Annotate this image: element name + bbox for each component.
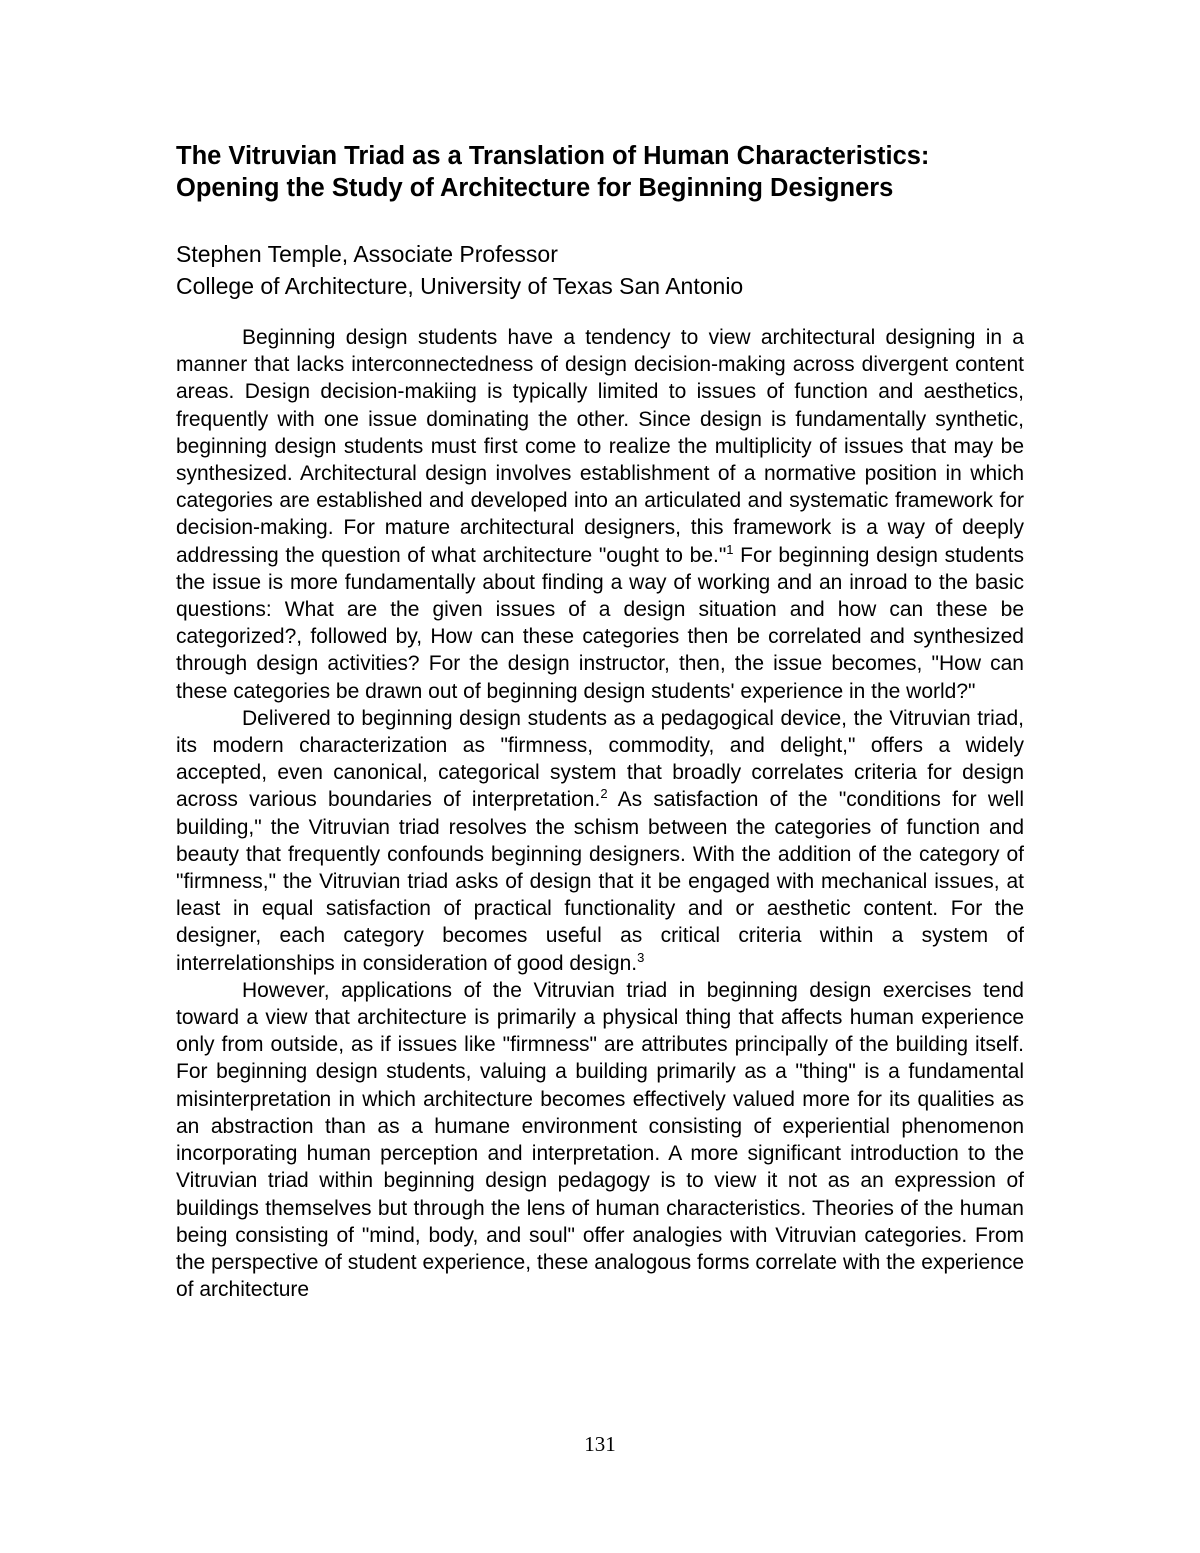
- paper-title-line-2: Opening the Study of Architecture for Beginning Designers: [176, 174, 894, 202]
- author-block: [176, 238, 1024, 302]
- paragraph-2: [176, 705, 1024, 977]
- body-text: [176, 324, 1024, 1303]
- paragraph-1-text-b: For beginning design students the issue is more fundamentally about finding a way of working and an inroad to the basic questions: What are the given issues of a design situation and how can these be categorized?, followed by, How can these categories then be correlated and synthesized through design activities? For the design instructor, then, the issue becomes, "How can these categories be drawn out of beginning design students' experience in the world?": [176, 543, 1024, 703]
- paper-title: [176, 140, 1024, 204]
- author-name: Stephen Temple, Associate Professor: [176, 241, 558, 267]
- paper-title-line-1: The Vitruvian Triad as a Translation of Human Characteristics:: [176, 142, 930, 170]
- paper-page: [176, 140, 1024, 1303]
- paragraph-1: [176, 324, 1024, 705]
- paragraph-3-text: However, applications of the Vitruvian triad in beginning design exercises tend toward a view that architecture is primarily a physical thing that affects human experience only from outside, as if issues like "firmness" are attributes principally of the building itself. For beginning design students, valuing a building primarily as a "thing" is a fundamental misinterpretation in which architecture becomes effectively valued more for its qualities as an abstraction than as a humane environment consisting of experiential phenomenon incorporating human perception and interpretation. A more significant introduction to the Vitruvian triad within beginning design pedagogy is to view it not as an expression of buildings themselves but through the lens of human characteristics. Theories of the human being consisting of "mind, body, and soul" offer analogies with Vitruvian categories. From the perspective of student experience, these analogous forms correlate with the experience of architecture: [176, 978, 1024, 1302]
- paragraph-3: [176, 977, 1024, 1303]
- footnote-marker-3: 3: [637, 949, 645, 965]
- author-affiliation: College of Architecture, University of Texas San Antonio: [176, 273, 744, 299]
- paragraph-1-text-a: Beginning design students have a tendency to view architectural designing in a manner that lacks interconnectedness of design decision-making across divergent content areas. Design decision-makiing is typically limited to issues of function and aesthetics, frequently with one issue dominating the other. Since design is fundamentally synthetic, beginning design students must first come to realize the multiplicity of issues that may be synthesized. Architectural design involves establishment of a normative position in which categories are established and developed into an articulated and systematic framework for decision-making. For mature architectural designers, this framework is a way of deeply addressing the question of what architecture "ought to be.": [176, 326, 1024, 567]
- paragraph-2-text-b: As satisfaction of the "conditions for well building," the Vitruvian triad resolves the schism between the categories of function and beauty that frequently confounds beginning designers. With the addition of the category of "firmness," the Vitruvian triad asks of design that it be engaged with mechanical issues, at least in equal satisfaction of practical functionality and or aesthetic content. For the designer, each category becomes useful as critical criteria within a system of interrelationships in consideration of good design.: [176, 788, 1024, 975]
- paragraph-2-text-a: Delivered to beginning design students as a pedagogical device, the Vitruvian triad, its modern characterization as "firmness, commodity, and delight," offers a widely accepted, even canonical, categorical system that broadly correlates criteria for design across various boundaries of interpretation.: [176, 706, 1024, 812]
- footnote-marker-2: 2: [600, 786, 608, 802]
- page-number: 131: [584, 1432, 616, 1456]
- footnote-marker-1: 1: [726, 541, 734, 557]
